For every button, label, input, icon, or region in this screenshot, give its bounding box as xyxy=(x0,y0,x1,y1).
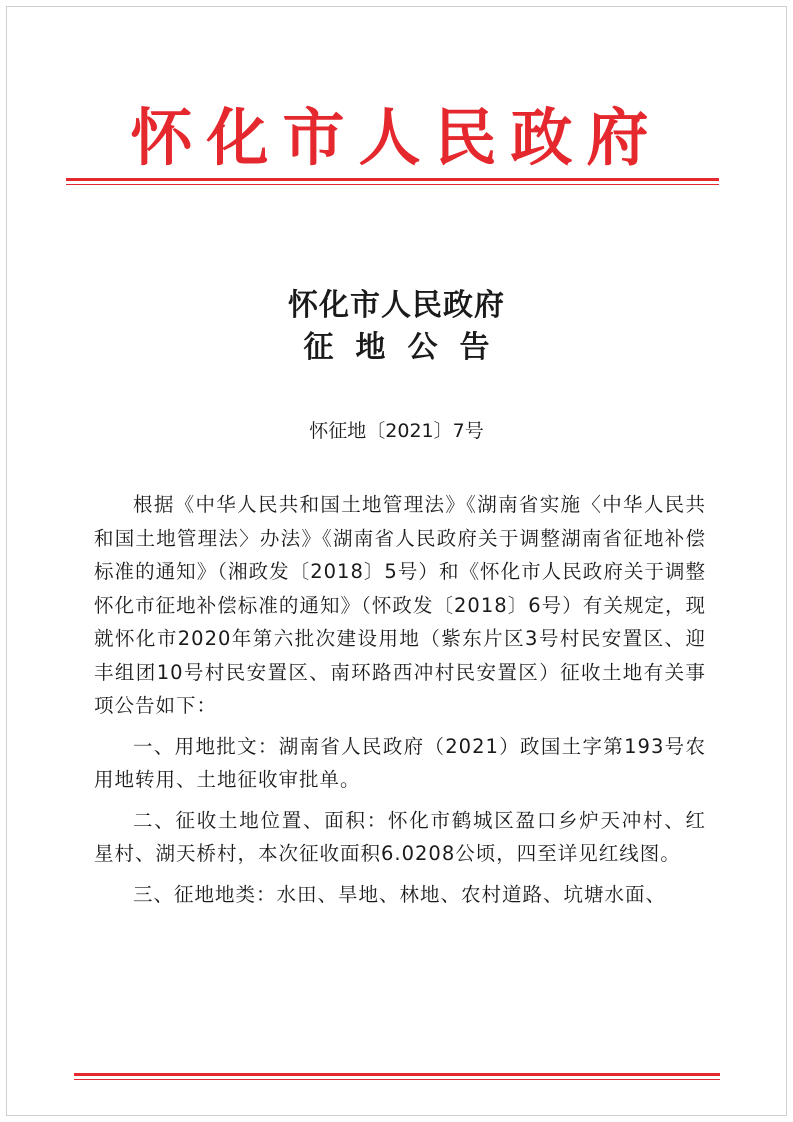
paragraph-item-1: 一、用地批文：湖南省人民政府（2021）政国土字第193号农用地转用、土地征收审批单。 xyxy=(94,734,706,791)
red-rule-thick xyxy=(74,1073,720,1076)
masthead-issuer: 怀化市人民政府 xyxy=(130,101,663,174)
red-rule-thin xyxy=(74,1079,720,1080)
document-number: 怀征地〔2021〕7号 xyxy=(309,420,484,442)
masthead-red-rule xyxy=(66,178,719,185)
footer-red-rule xyxy=(74,1073,720,1080)
document-title-issuer: 怀化市人民政府 xyxy=(288,288,505,323)
red-rule-thick xyxy=(66,178,719,181)
paragraph-item-3: 三、征地地类：水田、旱地、林地、农村道路、坑塘水面、 xyxy=(133,882,667,906)
red-rule-thin xyxy=(66,184,719,185)
paragraph-item-2: 二、征收土地位置、面积：怀化市鹤城区盈口乡炉天冲村、红星村、湖天桥村，本次征收面积6.0208公顷，四至详见红线图。 xyxy=(94,808,706,865)
document-title: 征地公告 xyxy=(303,330,512,365)
document-body xyxy=(94,488,706,918)
paragraph-preamble: 根据《中华人民共和国土地管理法》《湖南省实施〈中华人民共和国土地管理法〉办法》《湖南省人民政府关于调整湖南省征地补偿标准的通知》（湘政发〔2018〕5号）和《怀化市人民政府关于调整怀化市征地补偿标准的通知》（怀政发〔2018〕6号）有关规定，现就怀化市2020年第六批次建设用地（紫东片区3号村民安置区、迎丰组团10号村民安置区、南环路西冲村民安置区）征收土地有关事项公告如下： xyxy=(94,493,706,717)
